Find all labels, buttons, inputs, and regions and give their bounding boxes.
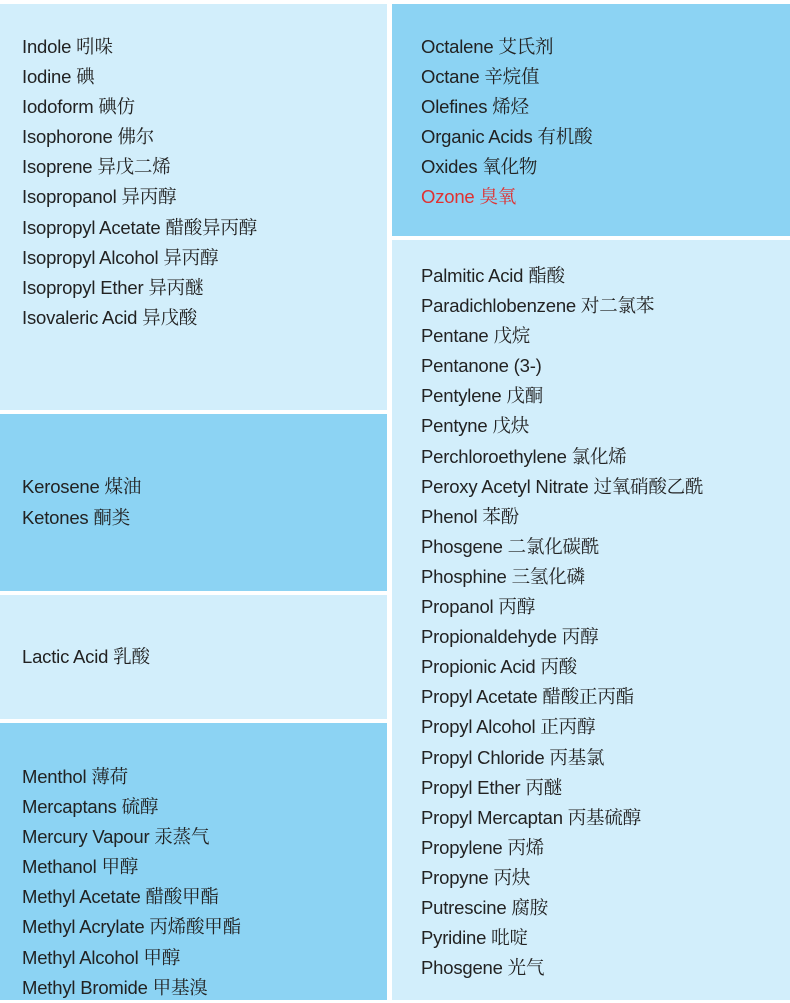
list-item: Propyne 丙炔 bbox=[421, 866, 531, 888]
list-item: Pentyne 戊炔 bbox=[421, 415, 530, 437]
list-item: Propyl Ether 丙醚 bbox=[421, 776, 562, 798]
list-item: Isoprene 异戊二烯 bbox=[22, 156, 171, 178]
list-item: Methanol 甲醇 bbox=[22, 856, 139, 878]
section-m bbox=[0, 723, 387, 1000]
section-l bbox=[0, 595, 387, 719]
list-item: Octane 辛烷值 bbox=[421, 66, 540, 88]
list-item-highlighted: Ozone 臭氧 bbox=[421, 186, 517, 208]
list-item: Propanol 丙醇 bbox=[421, 596, 535, 618]
list-item: Propyl Mercaptan 丙基硫醇 bbox=[421, 806, 641, 828]
list-item: Peroxy Acetyl Nitrate 过氧硝酸乙酰 bbox=[421, 475, 704, 497]
list-item: Oxides 氧化物 bbox=[421, 156, 538, 178]
list-item: Palmitic Acid 酯酸 bbox=[421, 265, 565, 286]
list-item: Octalene 艾氏剂 bbox=[421, 36, 554, 57]
list-item: Putrescine 腐胺 bbox=[421, 896, 548, 918]
list-item: Methyl Bromide 甲基溴 bbox=[22, 976, 208, 998]
section-o bbox=[392, 4, 790, 236]
list-item: Methyl Alcohol 甲醇 bbox=[22, 946, 181, 968]
list-item: Isopropyl Ether 异丙醚 bbox=[22, 276, 204, 298]
list-item: Mercaptans 硫醇 bbox=[22, 796, 159, 818]
list-item: Isopropyl Acetate 醋酸异丙醇 bbox=[22, 216, 257, 238]
list-item: Olefines 烯烃 bbox=[421, 96, 529, 118]
l-list bbox=[22, 642, 150, 672]
list-item: Phenol 苯酚 bbox=[421, 505, 519, 527]
list-item: Isopropyl Alcohol 异丙醇 bbox=[22, 246, 219, 268]
list-item: Methyl Acetate 醋酸甲酯 bbox=[22, 886, 219, 908]
list-item: Perchloroethylene 氯化烯 bbox=[421, 445, 627, 467]
section-k bbox=[0, 414, 387, 591]
i-list bbox=[22, 32, 387, 333]
list-item: Lactic Acid 乳酸 bbox=[22, 645, 150, 667]
list-item: Pyridine 吡啶 bbox=[421, 927, 528, 949]
section-p bbox=[392, 240, 790, 1000]
list-item: Indole 吲哚 bbox=[22, 36, 113, 57]
list-item: Propionic Acid 丙酸 bbox=[421, 656, 577, 678]
list-item: Isophorone 佛尔 bbox=[22, 126, 155, 148]
list-item: Phosgene 二氯化碳酰 bbox=[421, 535, 600, 557]
list-item: Isovaleric Acid 异戊酸 bbox=[22, 306, 198, 328]
list-item: Methyl Acrylate 丙烯酸甲酯 bbox=[22, 916, 241, 938]
list-item: Propyl Chloride 丙基氯 bbox=[421, 746, 605, 768]
list-item: Iodine 碘 bbox=[22, 66, 95, 88]
p-list bbox=[421, 261, 790, 983]
list-item: Ketones 酮类 bbox=[22, 506, 131, 528]
section-i bbox=[0, 4, 387, 410]
m-list bbox=[22, 762, 387, 1003]
k-list bbox=[22, 472, 141, 532]
list-item: Pentane 戊烷 bbox=[421, 325, 531, 347]
list-item: Organic Acids 有机酸 bbox=[421, 126, 593, 148]
list-item: Propyl Alcohol 正丙醇 bbox=[421, 716, 596, 738]
list-item: Iodoform 碘仿 bbox=[22, 96, 135, 118]
list-item: Pentylene 戊酮 bbox=[421, 385, 544, 407]
list-item: Phosgene 光气 bbox=[421, 957, 545, 979]
list-item: Mercury Vapour 汞蒸气 bbox=[22, 826, 210, 848]
list-item: Pentanone (3-) bbox=[421, 355, 542, 377]
list-item: Propionaldehyde 丙醇 bbox=[421, 626, 599, 648]
list-item: Isopropanol 异丙醇 bbox=[22, 186, 177, 208]
o-list bbox=[421, 32, 790, 213]
list-item: Phosphine 三氢化磷 bbox=[421, 565, 585, 587]
list-item: Propylene 丙烯 bbox=[421, 836, 545, 858]
list-item: Kerosene 煤油 bbox=[22, 476, 142, 498]
list-item: Paradichlobenzene 对二氯苯 bbox=[421, 295, 655, 317]
list-item: Menthol 薄荷 bbox=[22, 766, 128, 787]
list-item: Propyl Acetate 醋酸正丙酯 bbox=[421, 686, 634, 708]
